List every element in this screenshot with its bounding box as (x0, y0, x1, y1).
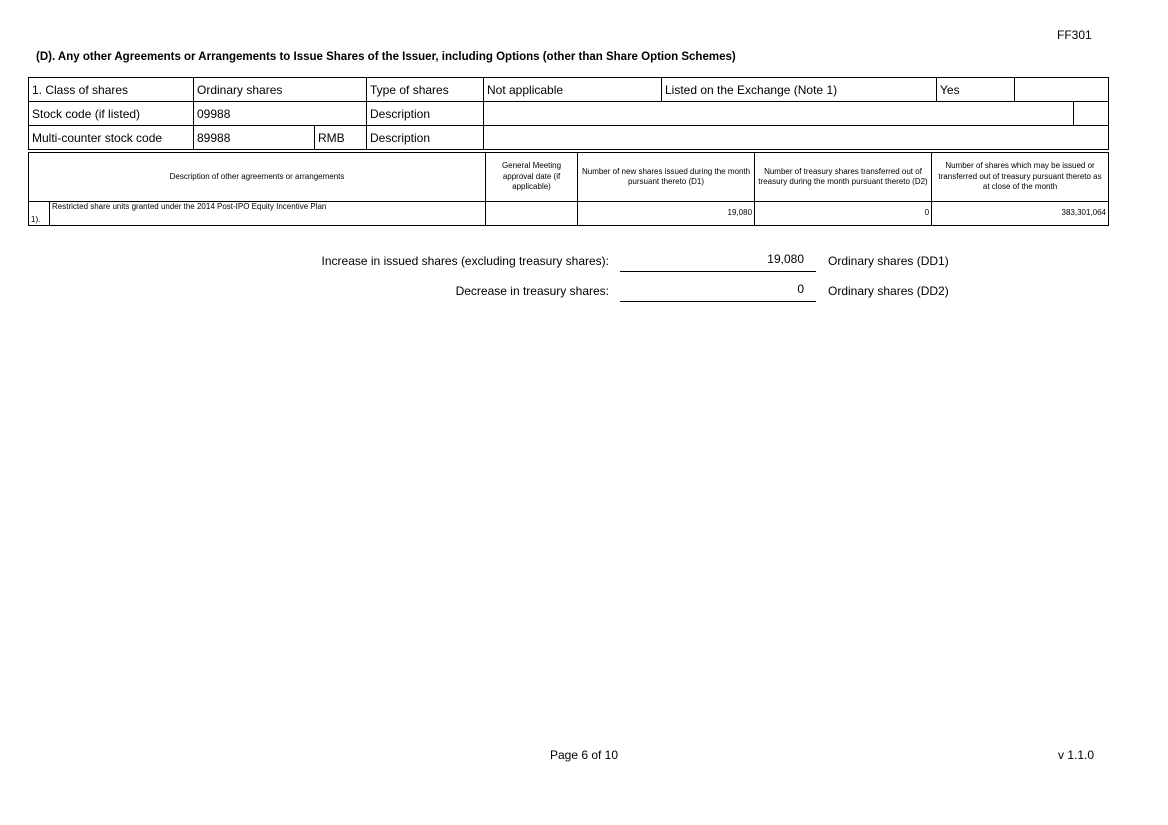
decrease-label: Decrease in treasury shares: (455, 284, 609, 298)
row-new-shares: 19,080 (578, 202, 755, 226)
decrease-value: 0 (620, 282, 816, 302)
arrangements-table (28, 152, 1109, 226)
multi-counter-row (29, 126, 1109, 150)
empty-cell (1015, 78, 1109, 102)
class-value: Ordinary shares (194, 78, 367, 102)
page-number: Page 6 of 10 (549, 748, 619, 762)
stock-code-label: Stock code (if listed) (29, 102, 194, 126)
header-row (29, 153, 1109, 202)
header-description: Description of other agreements or arrangements (29, 153, 486, 202)
increase-value: 19,080 (620, 252, 816, 272)
increase-label: Increase in issued shares (excluding treasury shares): (321, 254, 609, 268)
stock-code-value: 09988 (194, 102, 367, 126)
description-label: Description (367, 102, 484, 126)
stock-code-row (29, 102, 1109, 126)
header-new-shares: Number of new shares issued during the month pursuant thereto (D1) (578, 153, 755, 202)
decrease-unit: Ordinary shares (DD2) (828, 284, 949, 298)
increase-unit: Ordinary shares (DD1) (828, 254, 949, 268)
type-label: Type of shares (367, 78, 484, 102)
multi-counter-label: Multi-counter stock code (29, 126, 194, 150)
row-may-be-issued: 383,301,064 (932, 202, 1109, 226)
row-index: 1). (29, 202, 50, 226)
listed-value: Yes (937, 78, 1015, 102)
row-approval-date (486, 202, 578, 226)
header-approval-date: General Meeting approval date (if applicable) (486, 153, 578, 202)
class-row (29, 78, 1109, 102)
share-info-table (28, 77, 1109, 150)
multi-counter-value: 89988 (194, 126, 315, 150)
description-label-2: Description (367, 126, 484, 150)
class-label: 1. Class of shares (29, 78, 194, 102)
version: v 1.1.0 (1058, 748, 1095, 762)
empty-cell (1074, 102, 1109, 126)
listed-label: Listed on the Exchange (Note 1) (662, 78, 937, 102)
section-title: (D). Any other Agreements or Arrangements to Issue Shares of the Issuer, including Options (other than Share Option Schemes) (36, 51, 736, 63)
description-value-2 (484, 126, 1109, 150)
table-row (29, 202, 1109, 226)
row-treasury-transferred: 0 (755, 202, 932, 226)
header-treasury-transferred: Number of treasury shares transferred out of treasury during the month pursuant thereto (D2) (755, 153, 932, 202)
form-code: FF301 (1057, 28, 1092, 42)
type-value: Not applicable (484, 78, 662, 102)
header-may-be-issued: Number of shares which may be issued or transferred out of treasury pursuant thereto as at close of the month (932, 153, 1109, 202)
row-description: Restricted share units granted under the 2014 Post-IPO Equity Incentive Plan (50, 202, 486, 226)
description-value (484, 102, 1074, 126)
currency: RMB (315, 126, 367, 150)
